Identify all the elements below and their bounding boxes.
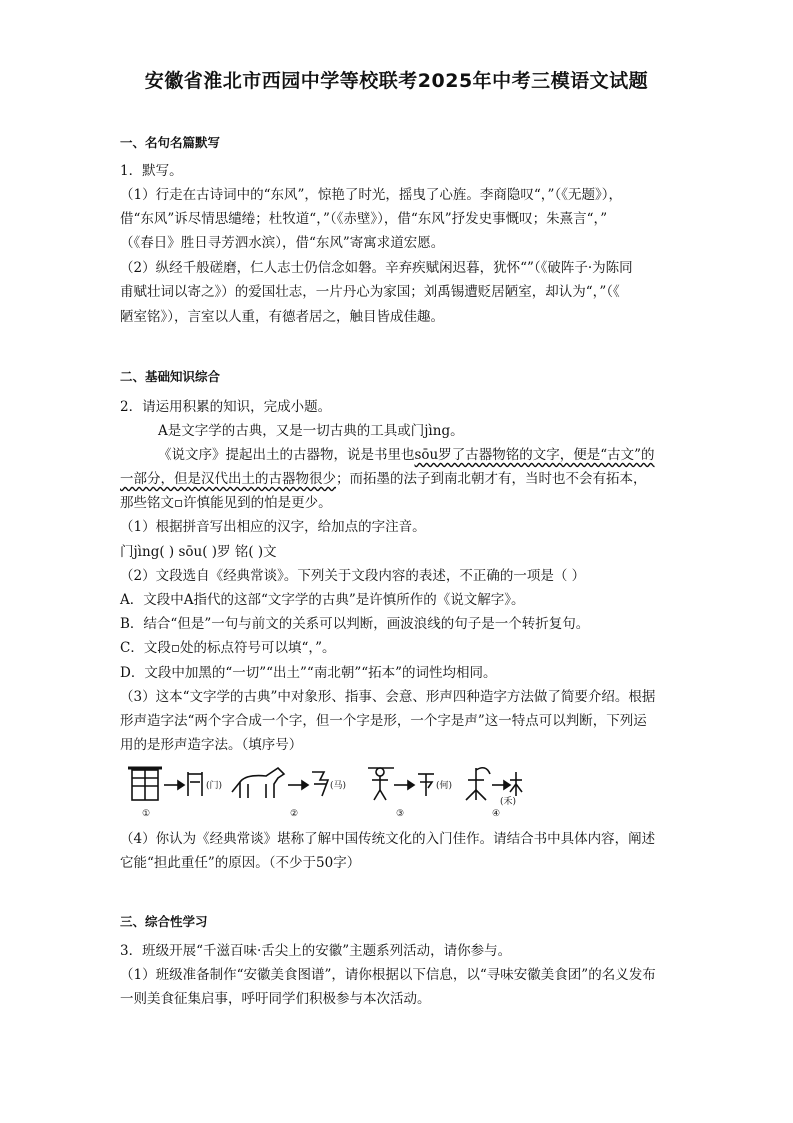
question-3-sub-1-line: 一则美食征集启事，呼吁同学们积极参与本次活动。 (120, 991, 431, 1007)
passage-paragraph-1: A是文字学的古典，又是一切古典的工具或门jìng。 (158, 423, 464, 439)
wavy-underlined-text: 一部分，但是汉代出土的古器物很少 (120, 471, 336, 487)
passage-text: ；而拓墨的法子到南北朝才有，当时也不会有拓本， (336, 471, 647, 487)
picto-number: ③ (396, 809, 405, 819)
question-1-line: 借“东风”诉尽情思缱绻；杜牧道“，”（《赤壁》），借“东风”抒发史事慨叹；朱熹言“，” (120, 211, 608, 227)
sub-question-1: （1）根据拼音写出相应的汉字，给加点的字注音。 (120, 519, 426, 535)
picto-label: (禾) (500, 797, 517, 807)
sub-question-4-line: （4）你认为《经典常谈》堪称了解中国传统文化的入门佳作。请结合书中具体内容，阐述 (120, 831, 656, 847)
carry-pictograph-icon (368, 768, 394, 800)
door-character-icon (188, 772, 202, 796)
question-3-sub-1-line: （1）班级准备制作“安徽美食图谱”，请你根据以下信息，以“寻味安徽美食团”的名义发布 (120, 967, 656, 983)
arrow-head-icon (408, 781, 414, 789)
picto-label: (何) (436, 781, 453, 791)
picto-label: (门) (206, 781, 223, 791)
sub-question-3-line: （3）这本“文字学的古典”中对象形、指事、会意、形声四种造字方法做了简要介绍。根据 (120, 689, 656, 705)
question-3-intro: 3．班级开展“千滋百味·舌尖上的安徽”主题系列活动，请你参与。 (120, 943, 512, 959)
horse-character-icon (312, 772, 328, 796)
sub-question-2: （2）文段选自《经典常谈》。下列关于文段内容的表述，不正确的一项是（ ） (120, 568, 586, 584)
question-1-line: （1）行走在古诗词中的“东风”，惊艳了时光，摇曳了心旌。李商隐叹“，”（《无题》）， (120, 187, 622, 203)
option-c: C．文段▫处的标点符号可以填“，”。 (120, 640, 336, 656)
section-heading-1: 一、名句名篇默写 (120, 135, 221, 150)
sub-question-3-line: 形声造字法“两个字合成一个字，但一个字是形，一个字是声”这一特点可以判断，下列运 (120, 713, 647, 729)
wavy-underlined-text: sōu罗了古器物铭的文字，便是“古文”的 (414, 447, 655, 463)
option-a: A．文段中A指代的这部“文字学的古典”是许慎所作的《说文解字》。 (120, 592, 525, 608)
grain-pictograph-icon (466, 768, 490, 800)
picto-number: ④ (492, 809, 501, 819)
grain-character-icon (510, 772, 522, 796)
character-evolution-figure (128, 760, 528, 820)
question-1-intro: 1．默写。 (120, 163, 183, 179)
passage-paragraph-2-line-1 (158, 446, 655, 464)
carry-character-icon (418, 774, 434, 796)
option-b: B．结合“但是”一句与前文的关系可以判断，画波浪线的句子是一个转折复句。 (120, 616, 590, 632)
arrow-head-icon (504, 781, 510, 789)
passage-paragraph-2-line-3: 那些铭文▫许慎能见到的怕是更少。 (120, 495, 332, 511)
picto-number: ② (290, 809, 299, 819)
option-d: D．文段中加黑的“一切”“出土”“南北朝”“拓本”的词性均相同。 (120, 665, 497, 681)
question-2-intro: 2．请运用积累的知识，完成小题。 (120, 399, 332, 415)
arrow-head-icon (302, 781, 308, 789)
question-1-line: （2）纵经千般磋磨，仁人志士仍信念如磐。辛弃疾赋闲迟暮，犹怀“”（《破阵子·为陈同 (120, 260, 633, 276)
sub-question-4-line: 它能“担此重任”的原因。（不少于50字） (120, 855, 361, 871)
picto-label: (马) (330, 781, 347, 791)
arrow-head-icon (178, 781, 184, 789)
section-heading-3: 三、综合性学习 (120, 914, 208, 929)
question-1-line: 甫赋壮词以寄之》）的爱国壮志，一片丹心为家国；刘禹锡遭贬居陋室，却认为“，”（《 (120, 284, 620, 300)
section-heading-2: 二、基础知识综合 (120, 369, 221, 384)
page-title: 安徽省淮北市西园中学等校联考2025年中考三模语文试题 (144, 70, 649, 92)
question-1-line: 陋室铭》），言室以人重，有德者居之，触目皆成佳趣。 (120, 309, 444, 325)
passage-text: 《说文序》提起出土的古器物，说是书里也 (158, 447, 415, 463)
sub-question-3-line: 用的是形声造字法。（填序号） (120, 737, 303, 753)
picto-number: ① (142, 809, 151, 819)
passage-paragraph-2-line-2 (120, 470, 647, 488)
pinyin-blanks: 门jìng( ) sōu( )罗 铭( )文 (120, 544, 277, 560)
question-1-line: （《春日》胜日寻芳泗水滨），借“东风”寄寓求道宏愿。 (120, 235, 445, 251)
horse-pictograph-icon (232, 768, 284, 798)
door-pictograph-icon (128, 768, 162, 800)
